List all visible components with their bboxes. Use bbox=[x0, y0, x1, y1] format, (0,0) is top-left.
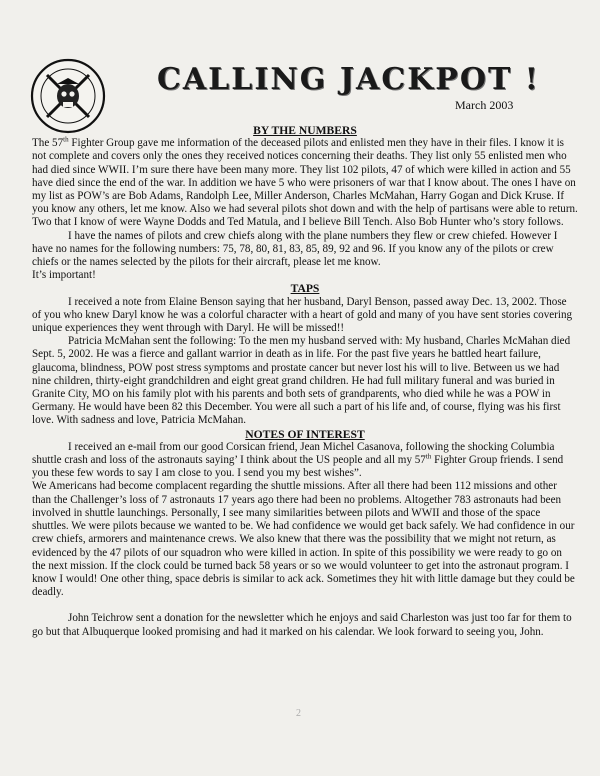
heading-taps: TAPS bbox=[290, 282, 320, 296]
heading-notes-of-interest: NOTES OF INTEREST bbox=[245, 427, 365, 441]
newsletter-body bbox=[32, 124, 578, 639]
page-number: 2 bbox=[296, 708, 301, 719]
taps-paragraph-2: Patricia McMahan sent the following: To the men my husband served with: My husband, Charles McMahan died Sept. 5, 2002. He was a fierce and gallant warrior in death as in life. For the past five years he battled heart failure, glaucoma, blindness, POW post stress symptoms and prostate cancer but never lost his will to live. Between us we had nine children, thirty-eight grandchildren and eight great grand children. He had full military funeral and was buried in Granite City, MO on his family plot with his parents and both sets of grandparents, who died while he was a POW in Germany. He would have been 82 this December. You were all such a part of his life and, of course, flying was his first love. With sadness and love, Patricia McMahan. bbox=[32, 335, 571, 427]
notes-paragraph-3: John Teichrow sent a donation for the newsletter which he enjoys and said Charleston was just too far for them to go but that Albuquerque looked promising and had it marked on his calendar. We look forward to seeing you, John. bbox=[32, 612, 572, 638]
numbers-paragraph-3: It’s important! bbox=[32, 269, 96, 282]
numbers-paragraph-1: The 57th Fighter Group gave me information of the deceased pilots and enlisted men they have in their files. I know it is not complete and covers only the ones they received notices concerning their deaths. They list only 55 enlisted men who had died since WWII. I’m sure there have been many more. They list 102 pilots, 47 of which were killed in action and 55 have died since the end of the war. In addition we have 5 who were prisoners of war that I know about. The ones I have on my list as POW’s are Bob Adams, Randolph Lee, Miller Anderson, Charles McMahan, Harry Gogan and Dick Kruse. If you know any others, let me know. Also we had several pilots shot down and with the help of partisans were able to return. Two that I know of were Wayne Dodds and Ted Matula, and I believe Bill Tench. Also Bob Hunter who’s story follows. bbox=[32, 135, 578, 229]
paragraph-spacer bbox=[32, 599, 578, 612]
numbers-paragraph-2: I have the names of pilots and crew chiefs along with the plane numbers they flew or crew chiefed. However I have no names for the following numbers: 75, 78, 80, 81, 83, 85, 89, 92 and 96. If you know any of the pilots or crew chiefs or the names selected by the pilots for their aircraft, please let me know. bbox=[32, 229, 558, 269]
squadron-logo bbox=[30, 58, 106, 134]
heading-by-the-numbers: BY THE NUMBERS bbox=[253, 124, 357, 137]
skull-insignia-icon bbox=[30, 58, 106, 134]
notes-paragraph-1: I received an e-mail from our good Corsican friend, Jean Michel Casanova, following the shocking Columbia shuttle crash and loss of the astronauts saying’ I think about the US people and all my 57th Fighter Group friends. I send you these few words to say I am close to you. I send you my best wishes”. bbox=[32, 440, 564, 480]
issue-date: March 2003 bbox=[455, 98, 514, 112]
taps-paragraph-1: I received a note from Elaine Benson saying that her husband, Daryl Benson, passed away Dec. 13, 2002. Those of you who knew Daryl know he was a colorful character with a heart of gold and many of you have sent stories covering unique experiences they went through with Daryl. He will be missed!! bbox=[32, 295, 573, 335]
notes-paragraph-2: We Americans had become complacent regarding the shuttle missions. After all there had been 112 missions and other than the Challenger’s loss of 7 astronauts 17 years ago there had been no problems. Altogether 783 astronauts had been involved in shuttle launchings. Personally, I see many similarities between pilots and WWII and those of the space shuttles. We were pilots because we wanted to be. We had confidence we would get back safely. We had confidence in our crew chiefs, armorers and maintenance crews. We also knew that there was the possibility that we might not return, as evidenced by the 47 pilots of our squadron who were killed in action. In spite of this possibility we were ready to go on the next mission. If the clock could be turned back 58 years or so we would volunteer to get into the astronaut program. I know I would! One other thing, space debris is similar to ack ack. Sometimes they hit with little damage but they could be deadly. bbox=[32, 480, 575, 599]
newsletter-title: CALLING JACKPOT ! bbox=[157, 62, 540, 97]
